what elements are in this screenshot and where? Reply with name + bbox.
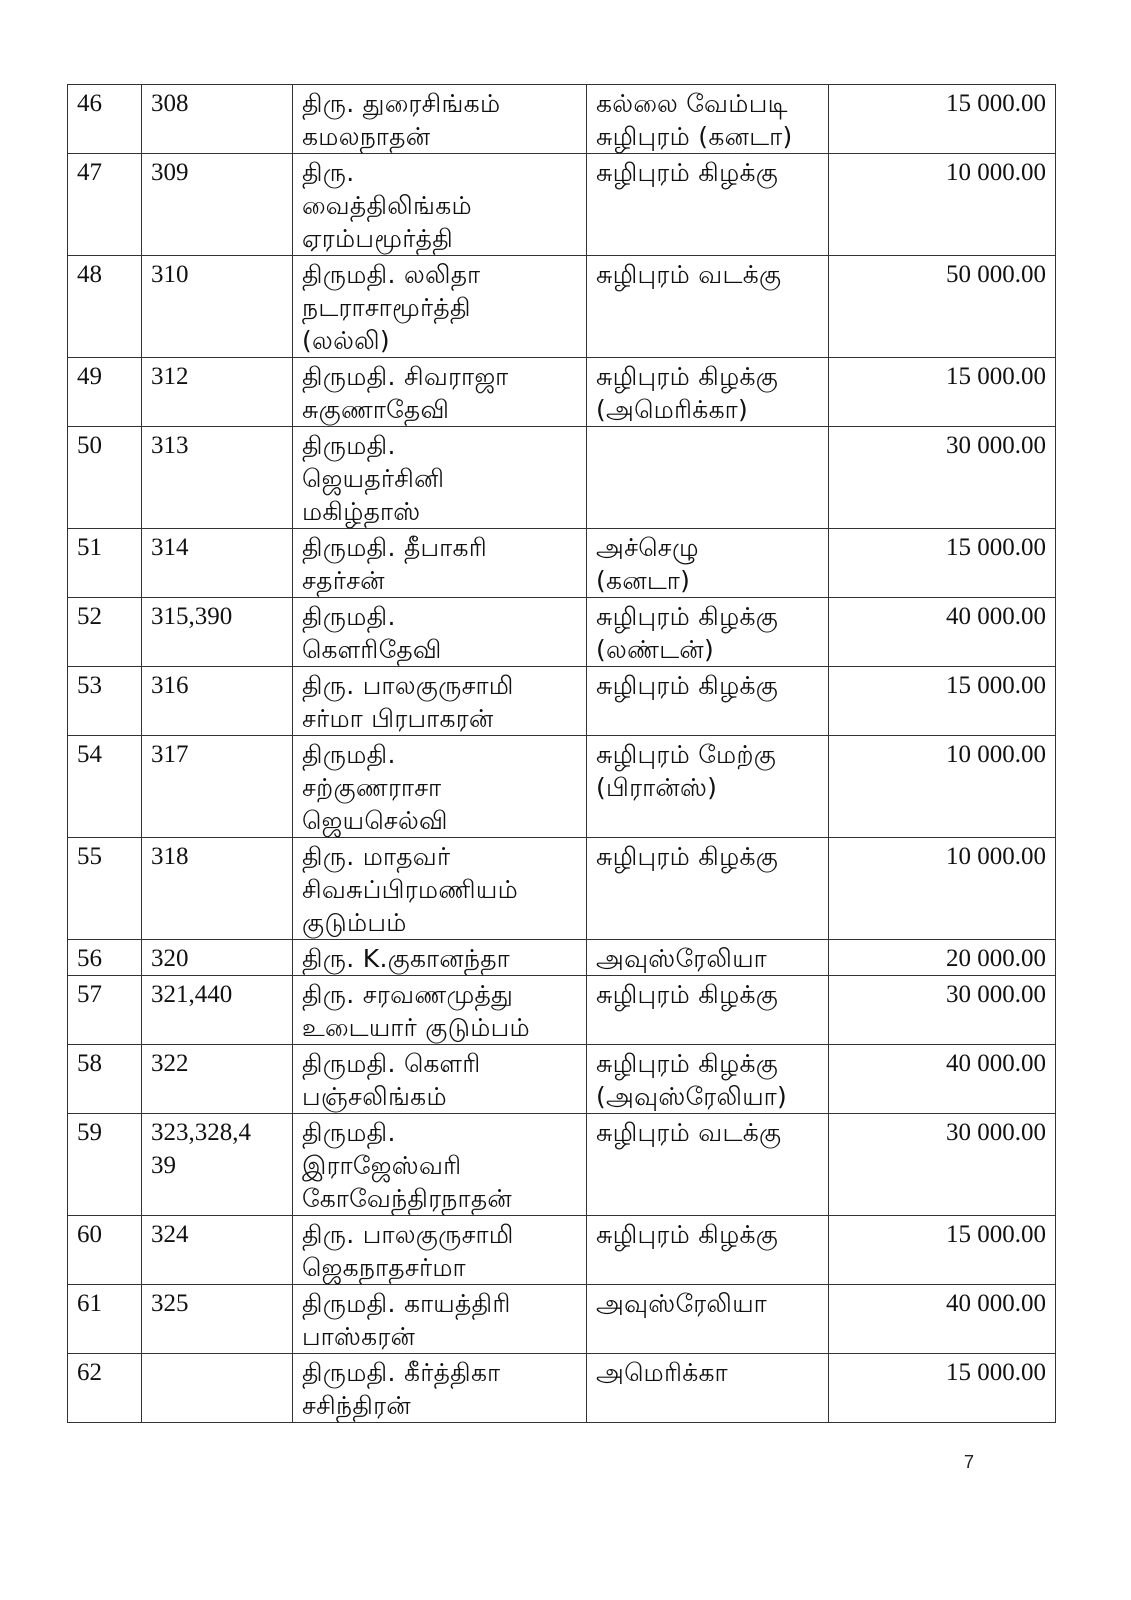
serial-number-cell: 58 xyxy=(68,1045,142,1114)
table-row xyxy=(68,736,1056,838)
donor-location-cell: அமெரிக்கா xyxy=(587,1354,829,1423)
reference-number-cell: 308 xyxy=(142,85,293,154)
donor-location-cell: கல்லை வேம்படி சுழிபுரம் (கனடா) xyxy=(587,85,829,154)
donor-location-cell: அவுஸ்ரேலியா xyxy=(587,1285,829,1354)
donor-name-cell: திரு. மாதவர் சிவசுப்பிரமணியம் குடும்பம் xyxy=(293,838,587,940)
donor-name-cell: திருமதி. கௌரிதேவி xyxy=(293,598,587,667)
donation-amount-cell: 40 000.00 xyxy=(829,1285,1056,1354)
serial-number-cell: 49 xyxy=(68,358,142,427)
donor-table-body xyxy=(68,85,1056,1423)
donor-name-cell: திருமதி. லலிதா நடராசாமூர்த்தி (லல்லி) xyxy=(293,256,587,358)
donation-amount-cell: 40 000.00 xyxy=(829,598,1056,667)
donation-amount-cell: 30 000.00 xyxy=(829,976,1056,1045)
donor-location-cell xyxy=(587,427,829,529)
table-row xyxy=(68,529,1056,598)
reference-number-cell: 322 xyxy=(142,1045,293,1114)
donation-amount-cell: 15 000.00 xyxy=(829,667,1056,736)
donor-name-cell: திருமதி. கௌரி பஞ்சலிங்கம் xyxy=(293,1045,587,1114)
serial-number-cell: 51 xyxy=(68,529,142,598)
donor-name-cell: திருமதி. இராஜேஸ்வரி கோவேந்திரநாதன் xyxy=(293,1114,587,1216)
table-row xyxy=(68,358,1056,427)
donor-name-cell: திரு. பாலகுருசாமி ஜெகநாதசர்மா xyxy=(293,1216,587,1285)
serial-number-cell: 59 xyxy=(68,1114,142,1216)
donation-amount-cell: 10 000.00 xyxy=(829,154,1056,256)
donor-location-cell: சுழிபுரம் கிழக்கு xyxy=(587,667,829,736)
donor-location-cell: சுழிபுரம் கிழக்கு xyxy=(587,838,829,940)
table-row xyxy=(68,427,1056,529)
serial-number-cell: 54 xyxy=(68,736,142,838)
donation-amount-cell: 10 000.00 xyxy=(829,838,1056,940)
reference-number-cell: 314 xyxy=(142,529,293,598)
donor-name-cell: திரு. துரைசிங்கம் கமலநாதன் xyxy=(293,85,587,154)
table-row xyxy=(68,940,1056,976)
serial-number-cell: 47 xyxy=(68,154,142,256)
donor-location-cell: சுழிபுரம் கிழக்கு (அவுஸ்ரேலியா) xyxy=(587,1045,829,1114)
reference-number-cell: 318 xyxy=(142,838,293,940)
serial-number-cell: 60 xyxy=(68,1216,142,1285)
donor-name-cell: திருமதி. கீர்த்திகா சசிந்திரன் xyxy=(293,1354,587,1423)
table-row xyxy=(68,838,1056,940)
donor-location-cell: சுழிபுரம் மேற்கு (பிரான்ஸ்) xyxy=(587,736,829,838)
table-row xyxy=(68,1114,1056,1216)
serial-number-cell: 50 xyxy=(68,427,142,529)
donor-location-cell: சுழிபுரம் கிழக்கு xyxy=(587,1216,829,1285)
donor-table xyxy=(67,84,1056,1423)
donation-amount-cell: 15 000.00 xyxy=(829,1354,1056,1423)
donation-amount-cell: 15 000.00 xyxy=(829,529,1056,598)
donor-location-cell: சுழிபுரம் கிழக்கு xyxy=(587,976,829,1045)
donor-location-cell: சுழிபுரம் வடக்கு xyxy=(587,256,829,358)
table-row xyxy=(68,598,1056,667)
table-row xyxy=(68,1285,1056,1354)
donor-name-cell: திரு. வைத்திலிங்கம் ஏரம்பமூர்த்தி xyxy=(293,154,587,256)
donor-location-cell: அவுஸ்ரேலியா xyxy=(587,940,829,976)
reference-number-cell: 313 xyxy=(142,427,293,529)
donation-amount-cell: 15 000.00 xyxy=(829,358,1056,427)
reference-number-cell: 324 xyxy=(142,1216,293,1285)
serial-number-cell: 61 xyxy=(68,1285,142,1354)
table-row xyxy=(68,256,1056,358)
donor-location-cell: சுழிபுரம் கிழக்கு xyxy=(587,154,829,256)
serial-number-cell: 48 xyxy=(68,256,142,358)
reference-number-cell: 312 xyxy=(142,358,293,427)
reference-number-cell: 316 xyxy=(142,667,293,736)
table-row xyxy=(68,154,1056,256)
reference-number-cell: 317 xyxy=(142,736,293,838)
donor-location-cell: சுழிபுரம் வடக்கு xyxy=(587,1114,829,1216)
table-row xyxy=(68,1045,1056,1114)
donor-name-cell: திருமதி. சிவராஜா சுகுணாதேவி xyxy=(293,358,587,427)
donor-name-cell: திரு. சரவணமுத்து உடையார் குடும்பம் xyxy=(293,976,587,1045)
donor-name-cell: திருமதி. சற்குணராசா ஜெயசெல்வி xyxy=(293,736,587,838)
donor-name-cell: திரு. பாலகுருசாமி சர்மா பிரபாகரன் xyxy=(293,667,587,736)
reference-number-cell: 320 xyxy=(142,940,293,976)
serial-number-cell: 62 xyxy=(68,1354,142,1423)
table-row xyxy=(68,667,1056,736)
donation-amount-cell: 15 000.00 xyxy=(829,1216,1056,1285)
donor-location-cell: சுழிபுரம் கிழக்கு (அமெரிக்கா) xyxy=(587,358,829,427)
donation-amount-cell: 15 000.00 xyxy=(829,85,1056,154)
serial-number-cell: 57 xyxy=(68,976,142,1045)
donation-amount-cell: 20 000.00 xyxy=(829,940,1056,976)
reference-number-cell: 325 xyxy=(142,1285,293,1354)
serial-number-cell: 56 xyxy=(68,940,142,976)
donor-location-cell: சுழிபுரம் கிழக்கு (லண்டன்) xyxy=(587,598,829,667)
donor-name-cell: திருமதி. காயத்திரி பாஸ்கரன் xyxy=(293,1285,587,1354)
serial-number-cell: 53 xyxy=(68,667,142,736)
donation-amount-cell: 30 000.00 xyxy=(829,427,1056,529)
serial-number-cell: 46 xyxy=(68,85,142,154)
reference-number-cell: 309 xyxy=(142,154,293,256)
donor-location-cell: அச்செழு (கனடா) xyxy=(587,529,829,598)
donation-amount-cell: 30 000.00 xyxy=(829,1114,1056,1216)
donation-amount-cell: 10 000.00 xyxy=(829,736,1056,838)
donor-name-cell: திருமதி. தீபாகரி சதர்சன் xyxy=(293,529,587,598)
table-row xyxy=(68,85,1056,154)
serial-number-cell: 52 xyxy=(68,598,142,667)
donor-name-cell: திருமதி. ஜெயதர்சினி மகிழ்தாஸ் xyxy=(293,427,587,529)
table-row xyxy=(68,976,1056,1045)
reference-number-cell: 321,440 xyxy=(142,976,293,1045)
serial-number-cell: 55 xyxy=(68,838,142,940)
donation-amount-cell: 40 000.00 xyxy=(829,1045,1056,1114)
table-row xyxy=(68,1216,1056,1285)
reference-number-cell: 315,390 xyxy=(142,598,293,667)
donor-name-cell: திரு. K.குகானந்தா xyxy=(293,940,587,976)
table-row xyxy=(68,1354,1056,1423)
reference-number-cell: 310 xyxy=(142,256,293,358)
donation-amount-cell: 50 000.00 xyxy=(829,256,1056,358)
reference-number-cell: 323,328,4 39 xyxy=(142,1114,293,1216)
page-number: 7 xyxy=(964,1452,975,1472)
reference-number-cell xyxy=(142,1354,293,1423)
